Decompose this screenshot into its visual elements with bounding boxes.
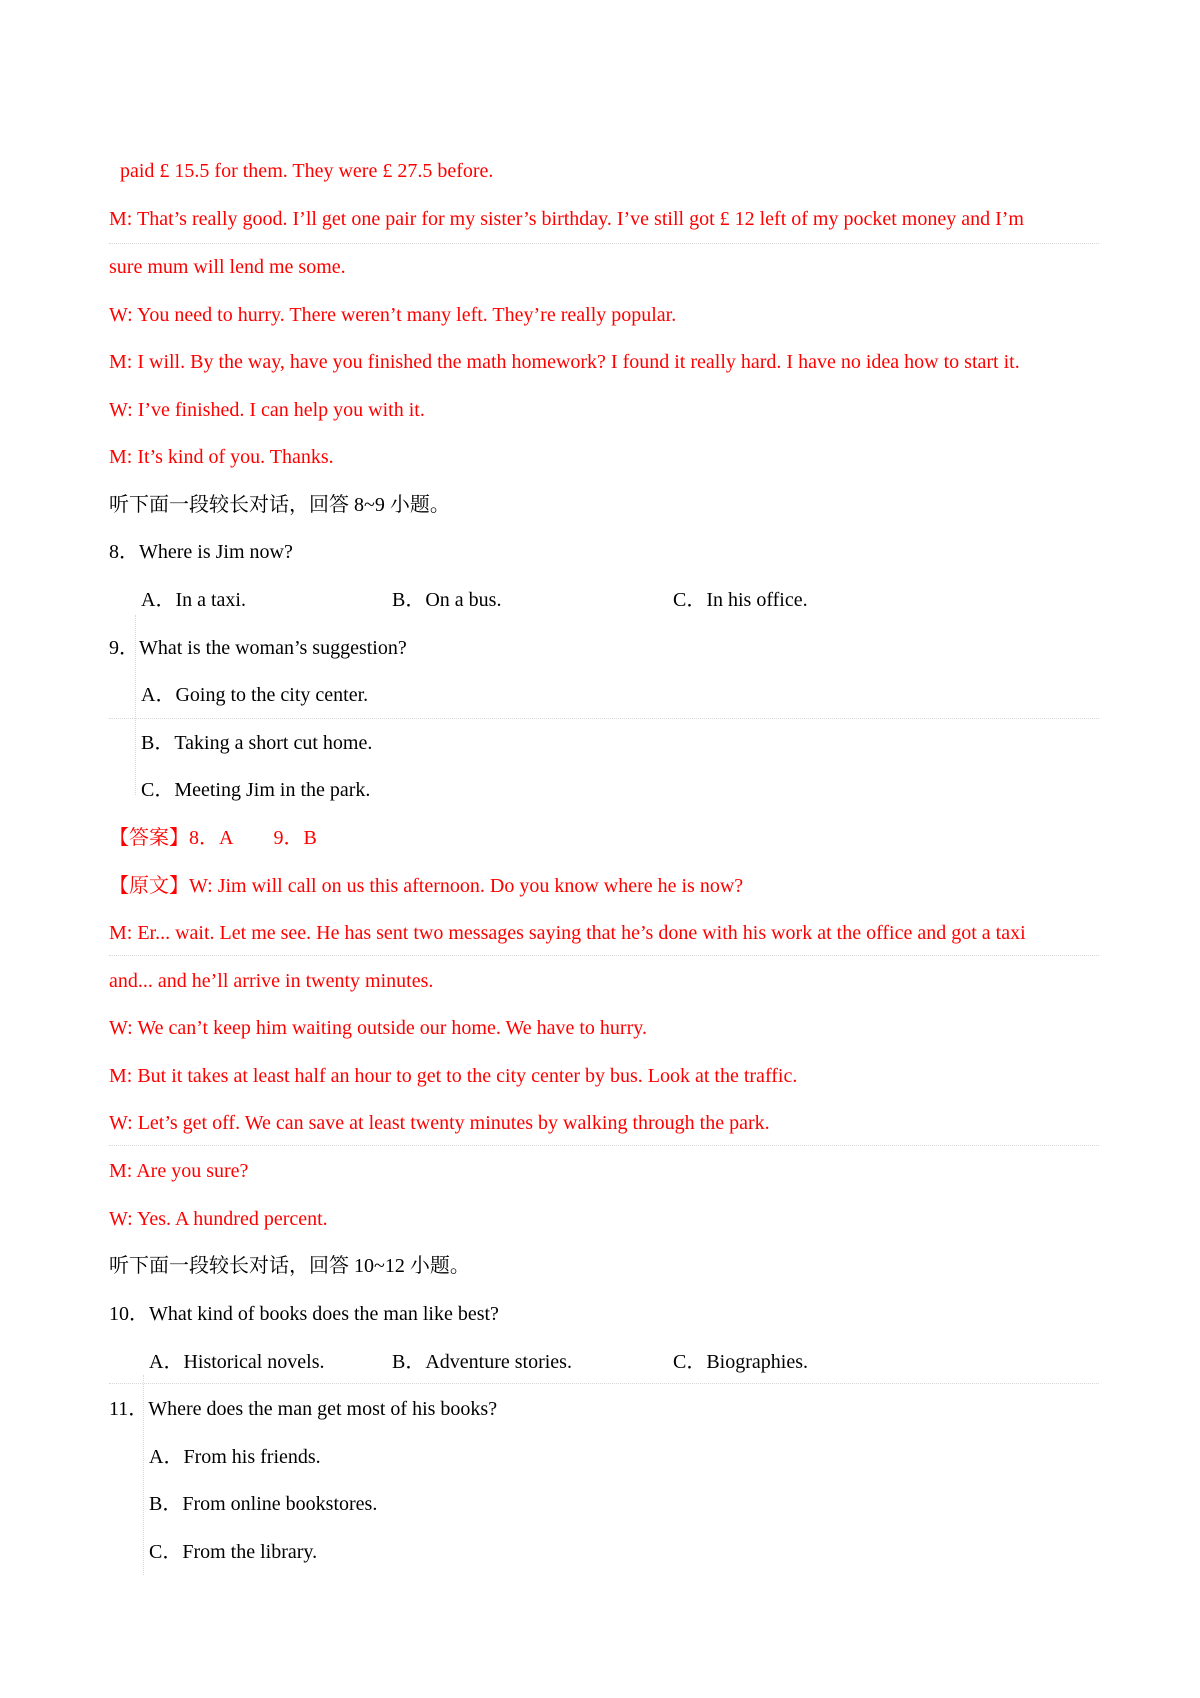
divider bbox=[109, 243, 1099, 244]
transcript-line: W: You need to hurry. There weren’t many left. They’re really popular. bbox=[109, 304, 677, 326]
transcript-line: and... and he’ll arrive in twenty minutes. bbox=[109, 970, 434, 992]
question-11 bbox=[109, 1395, 497, 1423]
option-c: C．Meeting Jim in the park. bbox=[141, 779, 371, 801]
question-8 bbox=[109, 538, 293, 566]
question-9 bbox=[109, 634, 407, 662]
divider bbox=[109, 1383, 1099, 1384]
option-b: B．On a bus. bbox=[392, 589, 502, 611]
question-text: What kind of books does the man like best? bbox=[149, 1303, 499, 1325]
transcript-line bbox=[109, 872, 743, 900]
transcript-text: W: Jim will call on us this afternoon. Do you know where he is now? bbox=[189, 875, 744, 897]
option-c: C．In his office. bbox=[673, 589, 808, 611]
option-c: C．From the library. bbox=[149, 1541, 318, 1563]
option-c: C．Biographies. bbox=[673, 1351, 808, 1373]
question-number: 8． bbox=[109, 541, 139, 563]
transcript-line: M: Are you sure? bbox=[109, 1160, 249, 1182]
answer-line bbox=[109, 824, 317, 852]
transcript-tag: 【原文】 bbox=[109, 875, 189, 897]
question-number: 9． bbox=[109, 637, 139, 659]
transcript-line: M: I will. By the way, have you finished the math homework? I found it really hard. I have no idea how to start it. bbox=[109, 351, 1020, 373]
divider bbox=[109, 955, 1099, 956]
transcript-line: W: Let’s get off. We can save at least twenty minutes by walking through the park. bbox=[109, 1112, 770, 1134]
transcript-line: W: Yes. A hundred percent. bbox=[109, 1208, 328, 1230]
option-b: B．From online bookstores. bbox=[149, 1493, 378, 1515]
transcript-line: M: That’s really good. I’ll get one pair for my sister’s birthday. I’ve still got £ 12 left of my pocket money and I’m bbox=[109, 208, 1024, 230]
question-text: What is the woman’s suggestion? bbox=[139, 637, 407, 659]
transcript-line: M: It’s kind of you. Thanks. bbox=[109, 446, 334, 468]
question-number: 11． bbox=[109, 1398, 149, 1420]
transcript-line: M: Er... wait. Let me see. He has sent two messages saying that he’s done with his work at the office and got a taxi bbox=[109, 922, 1026, 944]
question-number: 10． bbox=[109, 1303, 149, 1325]
answer-text: 8．A 9．B bbox=[189, 827, 317, 849]
transcript-line: M: But it takes at least half an hour to get to the city center by bus. Look at the traffic. bbox=[109, 1065, 798, 1087]
transcript-line: paid £ 15.5 for them. They were £ 27.5 before. bbox=[120, 160, 494, 182]
option-a: A．In a taxi. bbox=[141, 589, 246, 611]
section-instruction: 听下面一段较长对话，回答 8~9 小题。 bbox=[109, 494, 450, 516]
option-a: A．Historical novels. bbox=[149, 1351, 325, 1373]
transcript-line: W: I’ve finished. I can help you with it. bbox=[109, 399, 425, 421]
option-a: A．Going to the city center. bbox=[141, 684, 369, 706]
transcript-line: W: We can’t keep him waiting outside our home. We have to hurry. bbox=[109, 1017, 647, 1039]
transcript-line: sure mum will lend me some. bbox=[109, 256, 346, 278]
divider bbox=[109, 1145, 1099, 1146]
divider bbox=[109, 718, 1099, 719]
section-instruction: 听下面一段较长对话，回答 10~12 小题。 bbox=[109, 1255, 470, 1277]
option-b: B．Adventure stories. bbox=[392, 1351, 572, 1373]
answer-tag: 【答案】 bbox=[109, 827, 189, 849]
question-text: Where does the man get most of his books? bbox=[148, 1398, 498, 1420]
question-10 bbox=[109, 1300, 499, 1328]
option-a: A．From his friends. bbox=[149, 1446, 321, 1468]
option-b: B．Taking a short cut home. bbox=[141, 732, 373, 754]
question-text: Where is Jim now? bbox=[139, 541, 293, 563]
